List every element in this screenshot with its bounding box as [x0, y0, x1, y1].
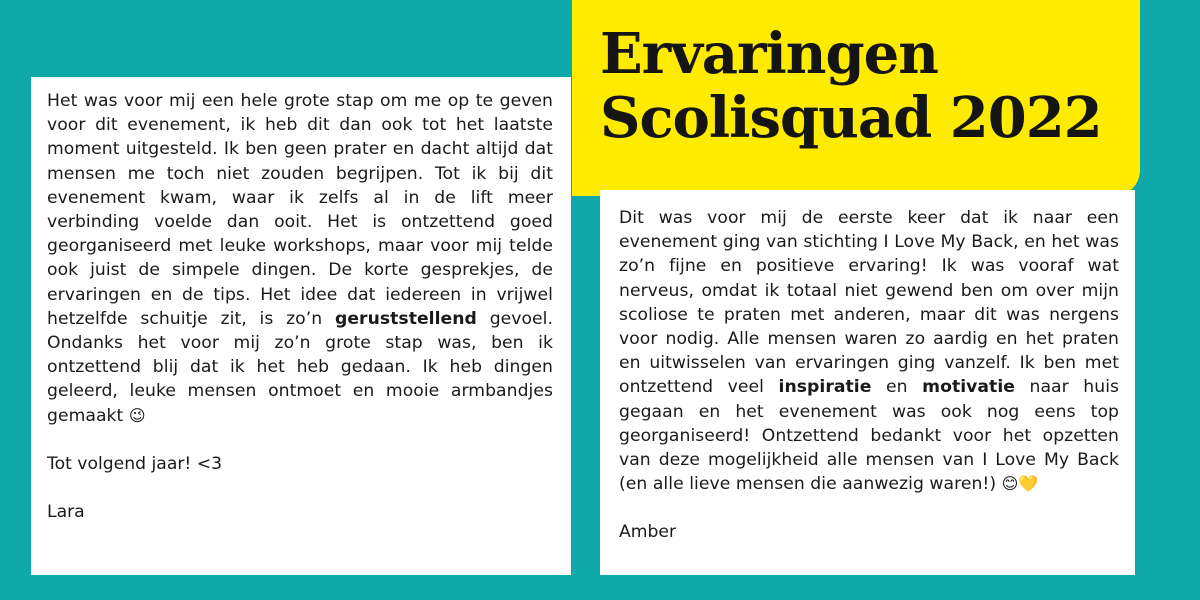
testimonial-card-amber [600, 190, 1135, 575]
closing-text: Tot volgend jaar! <3 [47, 453, 223, 474]
author-name: Lara [47, 502, 85, 523]
title-line-1: Ervaringen [600, 21, 939, 87]
wink-emoji-icon: 😉 [128, 405, 146, 425]
smile-heart-emoji-icon: 😊💛 [1001, 474, 1039, 494]
author-name: Amber [619, 522, 677, 543]
bold-word: motivatie [922, 377, 1015, 398]
page-title [600, 22, 1160, 150]
title-line-2: Scolisquad 2022 [600, 85, 1102, 151]
testimonial-card-lara [31, 77, 571, 575]
testimonial-text: Het was voor mij een hele grote stap om me op te geven voor dit evenement, ik heb dit dan ook tot het laatste moment uitgesteld. Ik ben geen prater en dacht altijd dat mensen me toch niet zouden begrijpen. Tot ik bij dit evenement kwam, waar ik zelfs al in de lift meer verbinding voelde dan ooit. Het is ontzettend goed georganiseerd met leuke workshops, maar voor mij telde ook juist de simpele dingen. De korte gesprekjes, de ervaringen en de tips. Het idee dat iedereen in vrijwel hetzelfde schuitje zit, is zo’n geruststellend gevoel. Ondanks het voor mij zo’n grote stap was, ben ik ontzettend blij dat ik het heb gedaan. Ik heb dingen geleerd, leuke mensen ontmoet en mooie armbandjes gemaakt 😉 [47, 91, 554, 426]
bold-word: geruststellend [335, 308, 477, 329]
testimonial-text: Dit was voor mij de eerste keer dat ik naar een evenement ging van stichting I Love My Back, en het was zo’n fijne en positieve ervaring! Ik was vooraf wat nerveus, omdat ik totaal niet gewend ben om over mijn scoliose te praten met anderen, maar dit was nergens voor nodig. Alle mensen waren zo aardig en het praten en uitwisselen van ervaringen ging vanzelf. Ik ben met ontzettend veel inspiratie en motivatie naar huis gegaan en het evenement was ook nog eens top georganiseerd! Ontzettend bedankt voor het opzetten van deze mogelijkheid alle mensen van I Love My Back (en alle lieve mensen die aanwezig waren!) 😊💛 [619, 208, 1120, 495]
bold-word: inspiratie [778, 377, 872, 398]
